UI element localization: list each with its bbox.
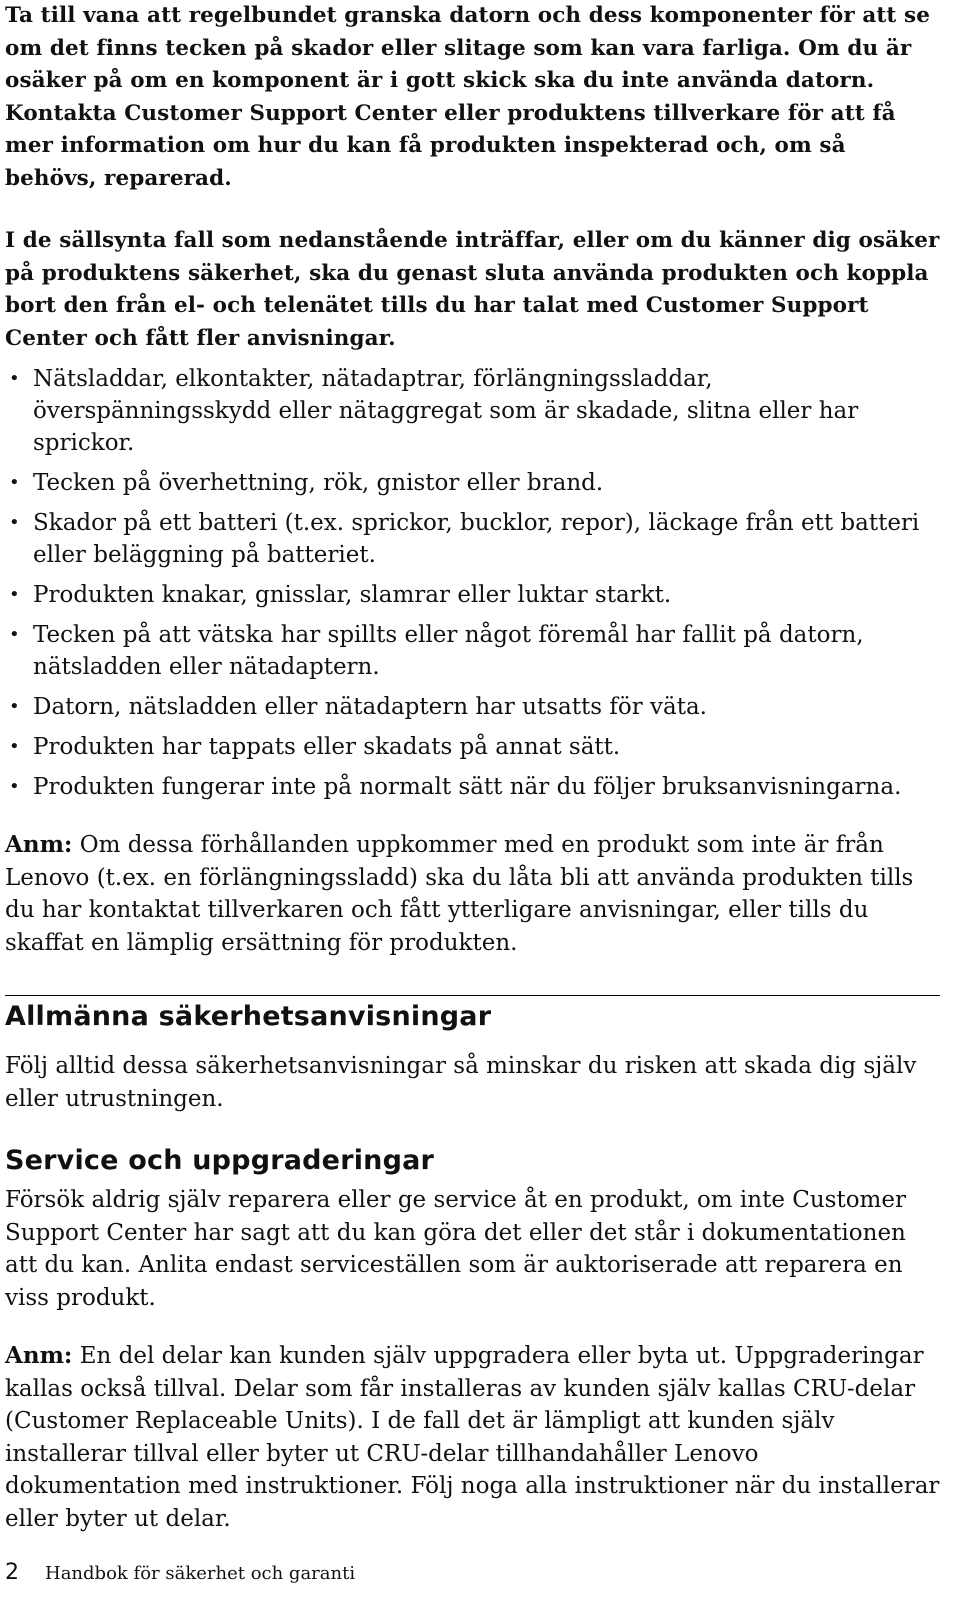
service-paragraph: Försök aldrig själv reparera eller ge service åt en produkt, om inte Customer Support Center har sagt att du kan göra det eller det står i dokumentationen att du kan. Anlita endast serviceställen som är auktoriserade att reparera en viss produkt. xyxy=(5,1187,906,1311)
list-item xyxy=(5,579,940,611)
note-text: En del delar kan kunden själv uppgradera eller byta ut. Uppgraderingar kallas också tillval. Delar som får installeras av kunden själv kallas CRU-delar (Customer Replaceable Units). I de fall det är lämpligt att kunden själv installerar tillval eller byter ut CRU-delar tillhandahåller Lenovo dokumentation med instruktioner. Följ noga alla instruktioner när du installerar eller byter ut delar. xyxy=(5,1343,940,1532)
list-item xyxy=(5,363,940,459)
list-item xyxy=(5,619,940,683)
hazard-list xyxy=(5,363,940,803)
list-item-text: Nätsladdar, elkontakter, nätadaptrar, förlängningssladdar, överspänningsskydd eller nätaggregat som är skadade, slitna eller har sprickor. xyxy=(33,366,859,456)
list-item-text: Tecken på att vätska har spillts eller något föremål har fallit på datorn, nätsladden eller nätadaptern. xyxy=(33,622,864,680)
list-item xyxy=(5,771,940,803)
note-paragraph xyxy=(5,1340,940,1535)
bullet-icon: • xyxy=(9,624,20,645)
section-divider xyxy=(5,995,940,996)
bullet-icon: • xyxy=(9,584,20,605)
list-item-text: Tecken på överhettning, rök, gnistor eller brand. xyxy=(33,470,604,496)
document-page xyxy=(5,0,940,1535)
bullet-icon: • xyxy=(9,736,20,757)
list-item-text: Produkten har tappats eller skadats på annat sätt. xyxy=(33,734,621,760)
list-item-text: Produkten fungerar inte på normalt sätt när du följer bruksanvisningarna. xyxy=(33,774,902,800)
list-item-text: Datorn, nätsladden eller nätadaptern har utsatts för väta. xyxy=(33,694,707,720)
bullet-icon: • xyxy=(9,696,20,717)
list-item xyxy=(5,691,940,723)
list-item xyxy=(5,507,940,571)
note-text: Om dessa förhållanden uppkommer med en produkt som inte är från Lenovo (t.ex. en förlängningssladd) ska du låta bli att använda produkten tills du har kontaktat tillverkaren och fått ytterligare anvisningar, eller tills du skaffat en lämplig ersättning för produkten. xyxy=(5,832,914,956)
list-item xyxy=(5,467,940,499)
note-paragraph xyxy=(5,829,940,959)
bullet-icon: • xyxy=(9,368,20,389)
list-item xyxy=(5,731,940,763)
section-heading-general-safety: Allmänna säkerhetsanvisningar xyxy=(5,1001,492,1032)
bullet-icon: • xyxy=(9,512,20,533)
section-heading-service-upgrades: Service och uppgraderingar xyxy=(5,1145,435,1176)
bullet-icon: • xyxy=(9,472,20,493)
note-label: Anm: xyxy=(5,1342,73,1369)
page-footer xyxy=(5,1560,355,1585)
warning-paragraph-1: Ta till vana att regelbundet granska datorn och dess komponenter för att se om det finns tecken på skador eller slitage som kan vara farliga. Om du är osäker på om en komponent är i gott skick ska du inte använda datorn. Kontakta Customer Support Center eller produktens tillverkare för att få mer information om hur du kan få produkten inspekterad och, om så behövs, reparerad. xyxy=(5,3,930,191)
bullet-icon: • xyxy=(9,776,20,797)
list-item-text: Produkten knakar, gnisslar, slamrar eller luktar starkt. xyxy=(33,582,672,608)
list-item-text: Skador på ett batteri (t.ex. sprickor, bucklor, repor), läckage från ett batteri eller beläggning på batteriet. xyxy=(33,510,920,568)
page-number: 2 xyxy=(5,1560,19,1585)
general-safety-paragraph: Följ alltid dessa säkerhetsanvisningar så minskar du risken att skada dig själv eller utrustningen. xyxy=(5,1053,917,1112)
book-title: Handbok för säkerhet och garanti xyxy=(45,1563,356,1584)
warning-paragraph-2: I de sällsynta fall som nedanstående inträffar, eller om du känner dig osäker på produktens säkerhet, ska du genast sluta använda produkten och koppla bort den från el- och telenätet tills du har talat med Customer Support Center och fått fler anvisningar. xyxy=(5,228,940,351)
note-label: Anm: xyxy=(5,831,73,858)
